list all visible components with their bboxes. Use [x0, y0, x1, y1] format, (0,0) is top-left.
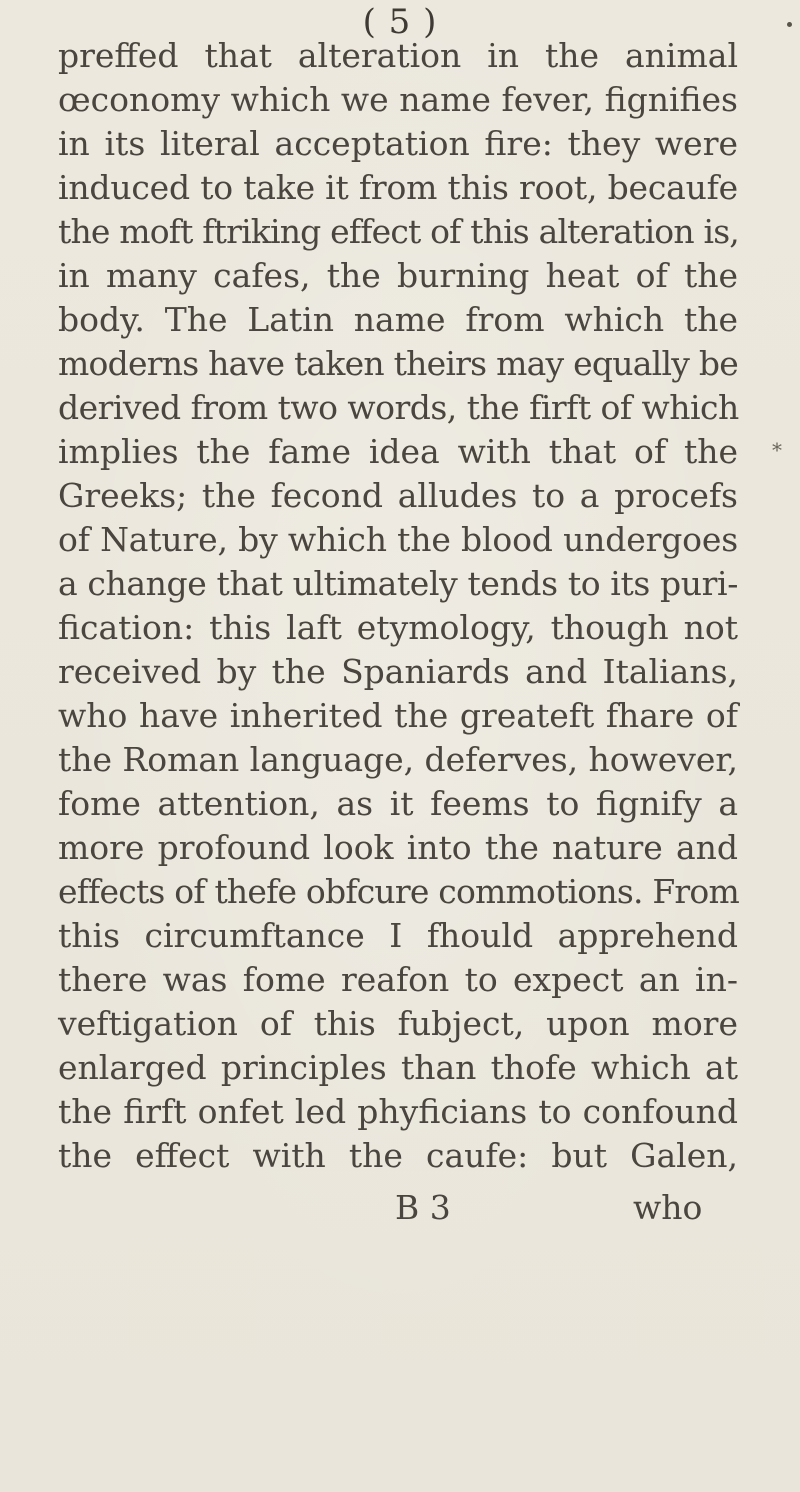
text-line: this circumftance I fhould apprehend [58, 916, 738, 955]
page-number: ( 5 ) [362, 2, 438, 42]
text-line: of Nature, by which the blood undergoes [58, 520, 738, 559]
text-line: enlarged principles than thofe which at [58, 1048, 738, 1087]
text-line: implies the fame idea with that of the [58, 432, 738, 471]
catchword: who [633, 1188, 703, 1227]
text-line: moderns have taken theirs may equally be [58, 344, 738, 383]
text-line: the firft onfet led phyficians to confound [58, 1092, 738, 1131]
text-line: preffed that alteration in the animal [58, 36, 738, 75]
text-line: fication: this laft etymology, though not [58, 608, 738, 647]
text-line: the effect with the caufe: but Galen, [58, 1136, 738, 1175]
text-line: the moft ftriking effect of this alteration is, [58, 212, 739, 251]
page-footer [0, 1188, 800, 1228]
text-line: the Roman language, deferves, however, [58, 740, 738, 779]
text-line: body. The Latin name from which the [58, 300, 738, 339]
text-line: more profound look into the nature and [58, 828, 738, 867]
text-line: induced to take it from this root, becaufe [58, 168, 738, 207]
text-line: a change that ultimately tends to its puri- [58, 564, 738, 603]
text-line: in its literal acceptation fire: they were [58, 124, 738, 163]
text-line: fome attention, as it feems to fignify a [58, 784, 738, 823]
text-line: received by the Spaniards and Italians, [58, 652, 738, 691]
margin-mark: * [772, 438, 782, 462]
signature-mark: B 3 [395, 1188, 451, 1227]
text-line: œconomy which we name fever, fignifies [58, 80, 738, 119]
text-line: in many cafes, the burning heat of the [58, 256, 738, 295]
text-line: effects of thefe obfcure commotions. From [58, 872, 739, 911]
text-line: Greeks; the fecond alludes to a procefs [58, 476, 738, 515]
text-line: there was fome reafon to expect an in- [58, 960, 738, 999]
text-line: veftigation of this fubject, upon more [58, 1004, 738, 1043]
text-line: who have inherited the greateft fhare of [58, 696, 738, 735]
text-line: derived from two words, the firft of which [58, 388, 739, 427]
